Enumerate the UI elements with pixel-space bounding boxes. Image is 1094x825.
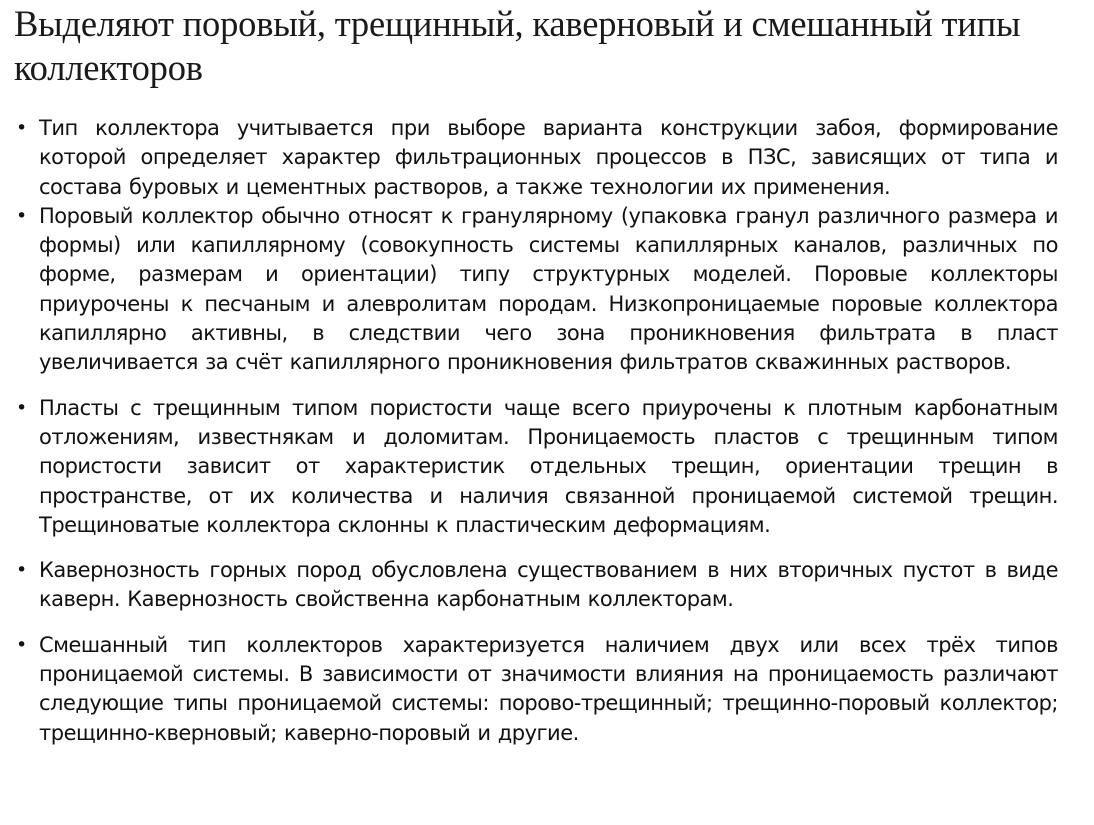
bullet-item-cavernous — [14, 556, 1058, 615]
bullet-marker: • — [16, 204, 27, 227]
bullet-marker: • — [16, 396, 27, 419]
bullet-text: Поровый коллектор обычно относят к гранулярному (упаковка гранул различного размера и формы) или капиллярному (совокупность системы капиллярных каналов, различных по форме, размерам и ориентации) типу структурных моделей. Поровые коллекторы приурочены к песчаным и алевролитам породам. Низкопроницаемые поровые коллектора капиллярно активны, в следствии чего зона проникновения фильтрата в пласт увеличивается за счёт капиллярного проникновения фильтратов скважинных растворов. — [39, 203, 1058, 375]
bullet-text: Смешанный тип коллекторов характеризуется наличием двух или всех трёх типов проницаемой системы. В зависимости от значимости влияния на проницаемость различают следующие типы проницаемой системы: порово-трещинный; трещинно-поровый коллектор; трещинно-кверновый; каверно-поровый и другие. — [39, 632, 1058, 745]
bullet-marker: • — [16, 559, 27, 582]
bullet-item-mixed — [14, 631, 1058, 748]
bullet-marker: • — [16, 633, 27, 656]
bullet-marker: • — [16, 117, 27, 139]
bullet-item-porous — [14, 202, 1058, 378]
bullet-text: Пласты с трещинным типом пористости чаще всего приурочены к плотным карбонатным отложениям, известнякам и доломитам. Проницаемость пластов с трещинным типом пористости зависит от характеристик отдельных трещин, ориентации трещин в пространстве, от их количества и наличия связанной проницаемой системой трещин. Трещиноватые коллектора склонны к пластическим деформациям. — [39, 395, 1058, 537]
bullet-text: Тип коллектора учитывается при выборе варианта конструкции забоя, формирование которой определяет характер фильтрационных процессов в ПЗС, зависящих от типа и состава буровых и цементных растворов, а также технологии их применения. — [39, 116, 1058, 199]
bullet-list — [14, 114, 1058, 748]
slide-title: Выделяют поровый, трещинный, каверновый и смешанный типы коллекторов — [14, 3, 1021, 88]
bullet-text: Кавернозность горных пород обусловлена существованием в них вторичных пустот в виде каверн. Кавернозность свойственна карбонатным коллекторам. — [39, 558, 1058, 612]
bullet-item-fractured — [14, 394, 1058, 540]
bullet-item-construction — [14, 114, 1058, 202]
